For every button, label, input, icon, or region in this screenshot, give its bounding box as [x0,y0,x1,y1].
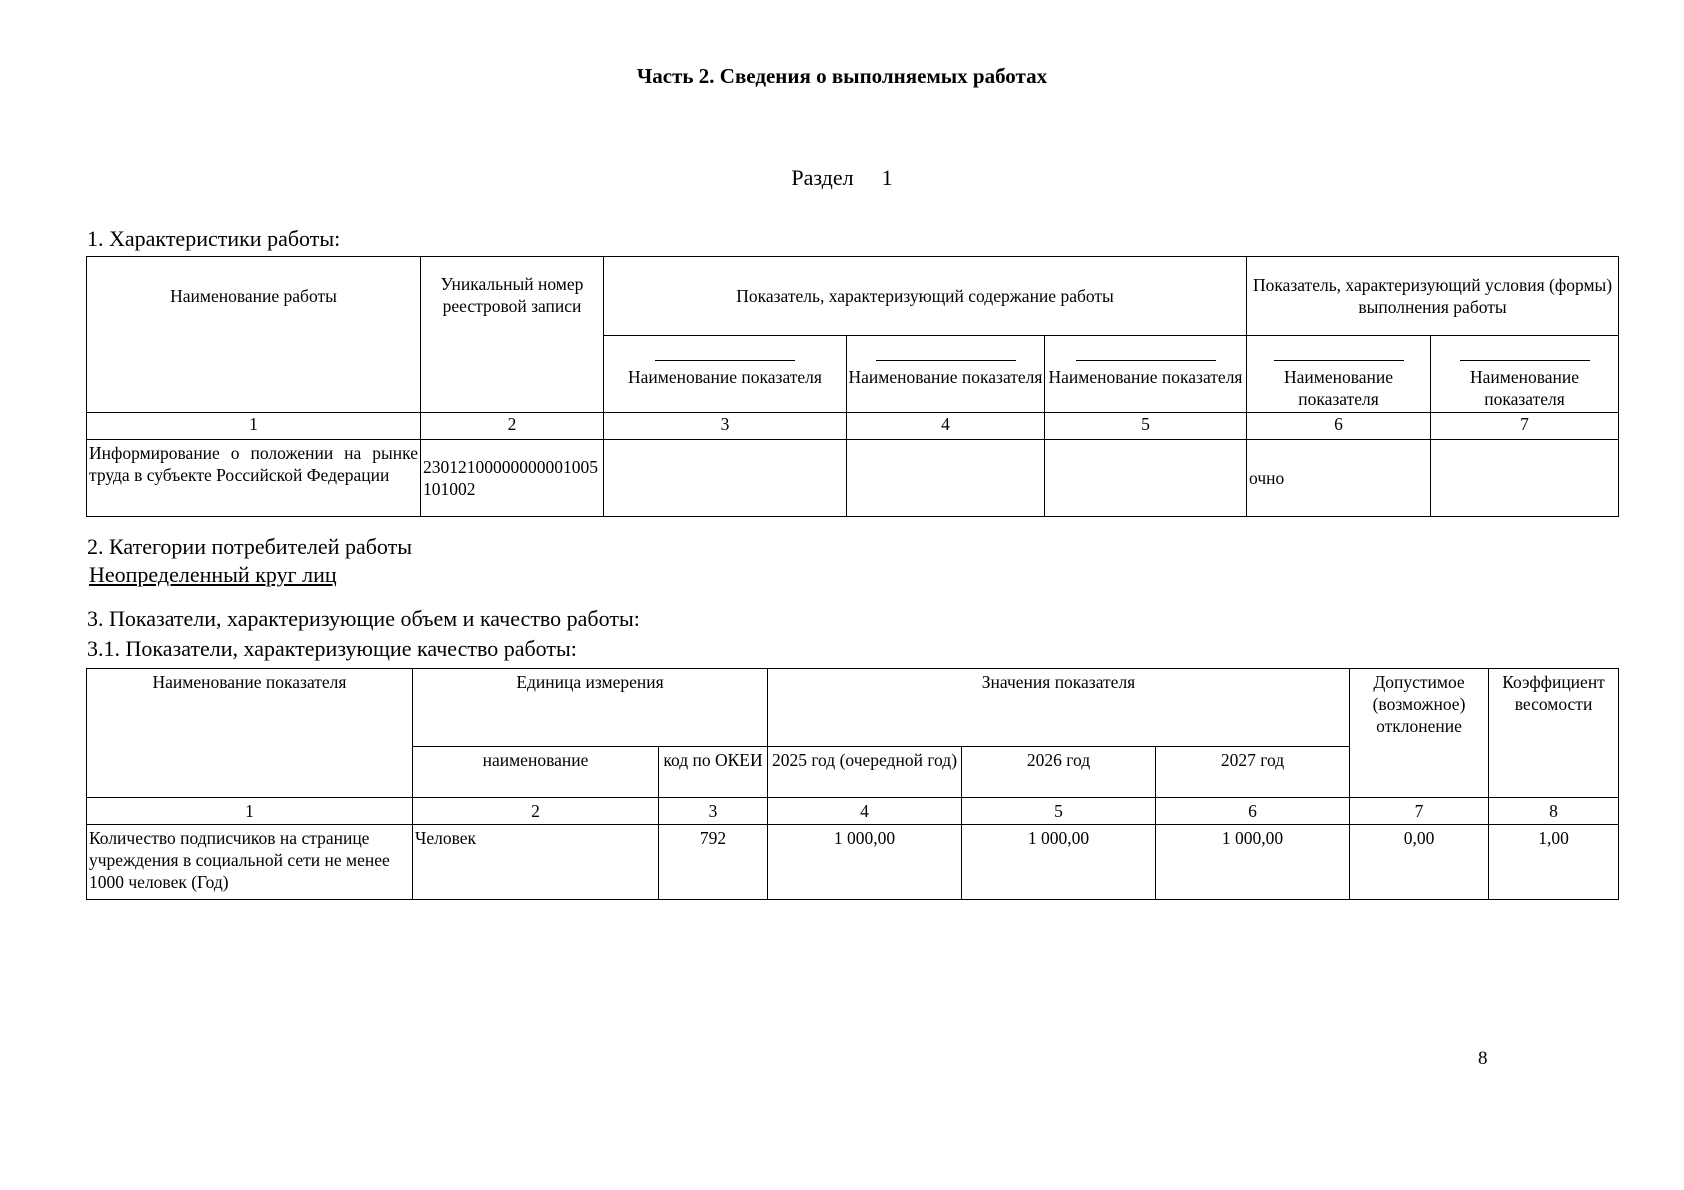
header-unique-number: Уникальный номер реестровой записи [421,257,604,413]
header-indicator-name-4-label: Наименование показателя [848,367,1043,387]
header-indicator-name-5-label: Наименование показателя [1048,367,1243,387]
header-indicator-name: Наименование показателя [87,669,413,798]
content-indicator-cell-3 [604,440,847,517]
column-number: 1 [87,413,421,440]
header-year-1: 2025 год (очередной год) [768,747,962,798]
column-number: 6 [1247,413,1431,440]
header-weight: Коэффициент весомости [1489,669,1619,798]
heading-consumer-categories: 2. Категории потребителей работы [87,534,413,559]
column-number: 5 [1045,413,1247,440]
header-indicator-name-4 [847,336,1045,413]
work-characteristics-table [86,256,1619,517]
year-1-value-cell: 1 000,00 [768,825,962,900]
weight-cell: 1,00 [1489,825,1619,900]
column-number: 5 [962,798,1156,825]
header-indicator-name-3-label: Наименование показателя [628,367,822,387]
column-number: 2 [413,798,659,825]
column-number: 2 [421,413,604,440]
header-content-indicator: Показатель, характеризующий содержание работы [604,257,1247,336]
section-label: Раздел [791,165,854,190]
column-number: 6 [1156,798,1350,825]
heading-quality-indicators: 3.1. Показатели, характеризующие качество работы: [87,636,577,661]
header-condition-indicator: Показатель, характеризующий условия (формы) выполнения работы [1247,257,1619,336]
condition-cell-7 [1431,440,1619,517]
unit-code-cell: 792 [659,825,768,900]
header-year-2: 2026 год [962,747,1156,798]
header-indicator-name-5 [1045,336,1247,413]
unit-name-cell: Человек [413,825,659,900]
column-number: 1 [87,798,413,825]
deviation-cell: 0,00 [1350,825,1489,900]
year-2-value-cell: 1 000,00 [962,825,1156,900]
column-number: 3 [659,798,768,825]
header-unit-name: наименование [413,747,659,798]
column-number: 7 [1350,798,1489,825]
header-indicator-name-6-label: Наименование показателя [1284,367,1394,409]
header-work-name: Наименование работы [87,257,421,413]
header-indicator-name-7 [1431,336,1619,413]
section-number: 1 [881,165,893,190]
page-number: 8 [1478,1048,1488,1069]
header-values: Значения показателя [768,669,1350,747]
unique-number-cell: 23012100000000001005101002 [421,440,604,517]
header-indicator-name-6 [1247,336,1431,413]
header-unit-code: код по ОКЕИ [659,747,768,798]
header-unit: Единица измерения [413,669,768,747]
indicator-name-cell: Количество подписчиков на странице учреждения в социальной сети не менее 1000 человек (Год) [87,825,413,900]
header-deviation: Допустимое (возможное) отклонение [1350,669,1489,798]
header-indicator-name-7-label: Наименование показателя [1470,367,1580,409]
header-year-3: 2027 год [1156,747,1350,798]
content-indicator-cell-4 [847,440,1045,517]
part-title: Часть 2. Сведения о выполняемых работах [636,64,1048,88]
condition-cell-6: очно [1247,440,1431,517]
column-number: 4 [847,413,1045,440]
quality-indicators-table [86,668,1619,900]
year-3-value-cell: 1 000,00 [1156,825,1350,900]
column-number: 8 [1489,798,1619,825]
work-name-cell: Информирование о положении на рынке труда в субъекте Российской Федерации [87,440,421,517]
column-number: 4 [768,798,962,825]
content-indicator-cell-5 [1045,440,1247,517]
column-number: 3 [604,413,847,440]
column-number: 7 [1431,413,1619,440]
header-indicator-name-3 [604,336,847,413]
heading-volume-quality: 3. Показатели, характеризующие объем и качество работы: [87,606,640,631]
consumer-category: Неопределенный круг лиц [89,562,337,587]
section-heading [0,165,1684,191]
heading-work-characteristics: 1. Характеристики работы: [87,226,341,251]
